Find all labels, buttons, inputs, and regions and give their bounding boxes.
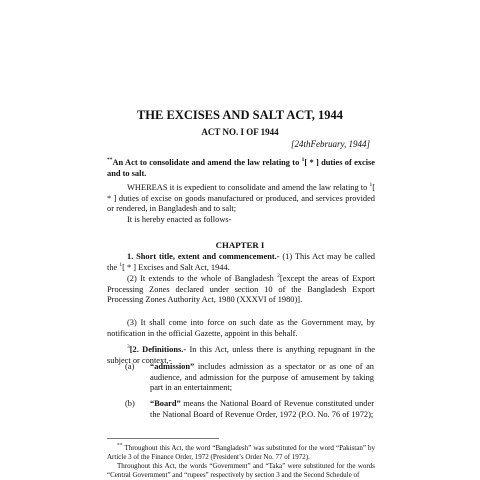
section-1-heading: 1. Short title, extent and commencement.- — [127, 252, 280, 261]
footnote-1-text: Throughout this Act, the word “Bangladesh” was substituted for the word “Pakistan” by Article 3 of the Finance Order, 1972 (President’s Order No. 77 of 1972). — [107, 444, 375, 461]
act-title: THE EXCISES AND SALT ACT, 1944 — [136, 108, 344, 122]
subsection-2-text: (2) It extends to the whole of Bangladesh — [127, 274, 278, 283]
chapter-heading: CHAPTER I — [215, 240, 265, 250]
footnote-marker: ** — [107, 157, 113, 164]
footnote-2-text: Throughout this Act, the words “Government” and “Taka” were substituted for the words “Central Government” and “rupees” respectively by section 3 and the Second Schedule of — [107, 462, 375, 479]
footnote-ref: 1 — [119, 261, 123, 268]
enacting-clause: It is hereby enacted as follows- — [127, 215, 232, 224]
definition-text-b: means the National Board of Revenue constituted under the National Board of Revenue Order, 1972 (P.O. No. 76 of 1972); — [150, 399, 374, 419]
section-1 — [107, 252, 375, 273]
preamble — [107, 158, 375, 179]
footnote-ref: 1 — [301, 157, 305, 164]
section-1-text: (1) This Act may be called the — [107, 252, 375, 272]
definition-b — [150, 399, 374, 420]
definition-text-a: includes admission as a spectator or as one of an audience, and admission for the purpose of amusement by taking part in an entertainment; — [150, 362, 374, 393]
definition-a — [150, 362, 374, 394]
preamble-text: An Act to consolidate and amend the law relating to — [112, 158, 302, 167]
definition-term-a: “admission” — [150, 362, 195, 371]
footnote-divider — [107, 438, 219, 439]
section-2-text: In this Act, unless there is anything repugnant in the subject or context,- — [107, 345, 375, 365]
definition-label-b: (b) — [125, 399, 135, 408]
act-number: ACT NO. I OF 1944 — [201, 127, 279, 137]
whereas-text-2: [ * ] duties of excise on goods manufactured or produced, and services provided or rendered, in Bangladesh and to salt; — [107, 183, 375, 214]
footnote-ref: 2 — [277, 273, 280, 280]
footnote-marker: ** — [117, 442, 123, 449]
footnote-2 — [107, 462, 375, 479]
section-2-heading: [2. Definitions.- — [129, 345, 187, 354]
footnote-1 — [107, 444, 375, 461]
definition-label-a: (a) — [125, 362, 135, 371]
whereas-clause — [107, 183, 375, 215]
section-1-subsection-2 — [107, 274, 375, 306]
act-date: [24thFebruary, 1944] — [290, 139, 370, 149]
section-1-text-2: [ * ] Excises and Salt Act, 1944. — [122, 262, 230, 272]
subsection-2-text-2: [except the areas of Export Processing Zones declared under section 10 of the Bangladesh Export Processing Zones Authority Act, 1980 (XXXVI of 1980)]. — [107, 274, 375, 305]
section-1-subsection-3: (3) It shall come into force on such date as the Government may, by notification in the official Gazette, appoint in this behalf. — [107, 318, 375, 338]
whereas-text-1: WHEREAS it is expedient to consolidate and amend the law relating to — [127, 183, 368, 192]
definition-term-b: “Board” — [150, 399, 181, 408]
preamble-tail: [ * ] duties of excise and to salt. — [107, 158, 376, 178]
footnote-ref: 1 — [369, 182, 373, 189]
footnote-ref: 3 — [127, 344, 130, 351]
